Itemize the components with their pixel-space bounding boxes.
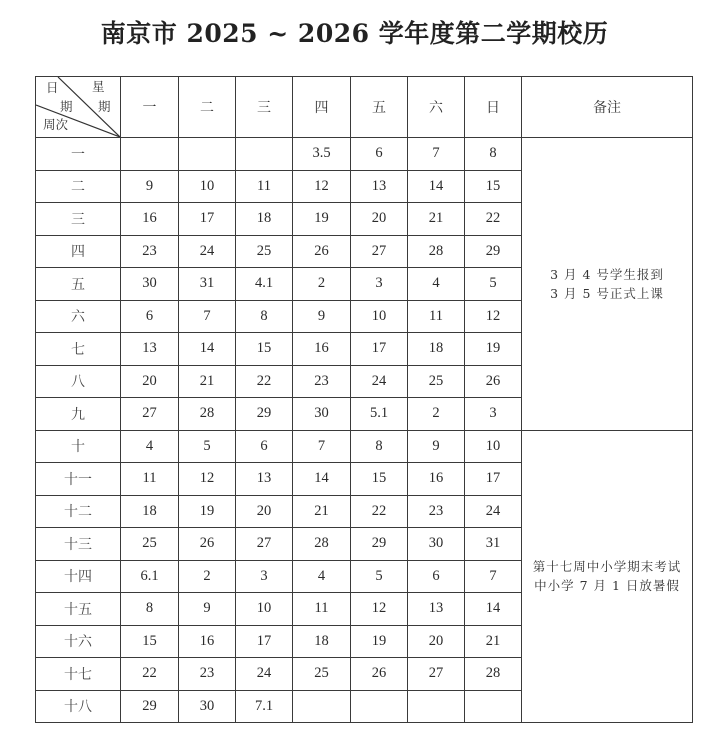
date-cell-sat: 18 — [408, 333, 465, 366]
date-cell-sun: 5 — [465, 268, 522, 301]
date-cell-wed: 22 — [236, 365, 293, 398]
date-cell-sun: 22 — [465, 203, 522, 236]
date-cell-fri: 27 — [351, 235, 408, 268]
date-cell-sat: 20 — [408, 625, 465, 658]
date-cell-sun: 19 — [465, 333, 522, 366]
week-number-cell: 九 — [36, 398, 121, 431]
weekday-header-sat: 六 — [408, 77, 465, 138]
date-cell-fri: 22 — [351, 495, 408, 528]
date-cell-sun — [465, 690, 522, 723]
date-cell-wed: 15 — [236, 333, 293, 366]
week-number-cell: 五 — [36, 268, 121, 301]
week-number-cell: 三 — [36, 203, 121, 236]
date-cell-fri: 17 — [351, 333, 408, 366]
date-cell-sat: 14 — [408, 170, 465, 203]
date-cell-tue: 17 — [179, 203, 236, 236]
date-cell-fri: 24 — [351, 365, 408, 398]
date-cell-mon: 29 — [121, 690, 179, 723]
date-cell-thu: 25 — [293, 658, 351, 691]
week-number-cell: 八 — [36, 365, 121, 398]
date-cell-fri: 19 — [351, 625, 408, 658]
notes-cell — [522, 138, 693, 431]
date-cell-wed: 11 — [236, 170, 293, 203]
date-cell-mon: 25 — [121, 528, 179, 561]
corner-label-ri: 日 — [46, 80, 59, 95]
date-cell-sun: 24 — [465, 495, 522, 528]
weekday-header-thu: 四 — [293, 77, 351, 138]
date-cell-sat: 30 — [408, 528, 465, 561]
date-cell-thu — [293, 690, 351, 723]
date-cell-sat — [408, 690, 465, 723]
weekday-header-tue: 二 — [179, 77, 236, 138]
weekday-header-fri: 五 — [351, 77, 408, 138]
date-cell-thu: 30 — [293, 398, 351, 431]
date-cell-tue: 12 — [179, 463, 236, 496]
page-title: 南京市 2025 ~ 2026 学年度第二学期校历 — [100, 19, 609, 48]
date-cell-mon: 11 — [121, 463, 179, 496]
date-cell-wed — [236, 138, 293, 171]
date-cell-sat: 7 — [408, 138, 465, 171]
date-cell-sun: 28 — [465, 658, 522, 691]
corner-label-qi-right: 期 — [98, 99, 111, 114]
date-cell-sun: 10 — [465, 430, 522, 463]
date-cell-fri: 20 — [351, 203, 408, 236]
date-cell-fri: 15 — [351, 463, 408, 496]
date-cell-sun: 12 — [465, 300, 522, 333]
date-cell-sun: 26 — [465, 365, 522, 398]
date-cell-tue: 24 — [179, 235, 236, 268]
date-cell-wed: 20 — [236, 495, 293, 528]
date-cell-mon: 18 — [121, 495, 179, 528]
weekday-header-sun: 日 — [465, 77, 522, 138]
date-cell-tue: 9 — [179, 593, 236, 626]
date-cell-tue: 2 — [179, 560, 236, 593]
week-number-cell: 七 — [36, 333, 121, 366]
date-cell-sun: 7 — [465, 560, 522, 593]
weekday-header-wed: 三 — [236, 77, 293, 138]
note-line: 3 月 4 号学生报到 — [550, 266, 664, 282]
date-cell-sun: 21 — [465, 625, 522, 658]
week-row — [36, 430, 693, 463]
week-number-cell: 十六 — [36, 625, 121, 658]
date-cell-sun: 17 — [465, 463, 522, 496]
week-number-cell: 十四 — [36, 560, 121, 593]
date-cell-sat: 21 — [408, 203, 465, 236]
date-cell-sat: 28 — [408, 235, 465, 268]
date-cell-mon: 23 — [121, 235, 179, 268]
date-cell-fri: 10 — [351, 300, 408, 333]
date-cell-mon: 27 — [121, 398, 179, 431]
week-number-cell: 六 — [36, 300, 121, 333]
date-cell-wed: 18 — [236, 203, 293, 236]
date-cell-thu: 26 — [293, 235, 351, 268]
date-cell-thu: 19 — [293, 203, 351, 236]
date-cell-thu: 28 — [293, 528, 351, 561]
week-number-cell: 十三 — [36, 528, 121, 561]
date-cell-mon: 30 — [121, 268, 179, 301]
date-cell-wed: 3 — [236, 560, 293, 593]
notes-cell — [522, 430, 693, 723]
date-cell-tue: 10 — [179, 170, 236, 203]
date-cell-sat: 2 — [408, 398, 465, 431]
date-cell-mon: 4 — [121, 430, 179, 463]
date-cell-mon: 6.1 — [121, 560, 179, 593]
date-cell-tue: 28 — [179, 398, 236, 431]
week-number-cell: 十八 — [36, 690, 121, 723]
date-cell-wed: 10 — [236, 593, 293, 626]
date-cell-fri: 29 — [351, 528, 408, 561]
week-number-cell: 十一 — [36, 463, 121, 496]
date-cell-thu: 2 — [293, 268, 351, 301]
date-cell-sun: 29 — [465, 235, 522, 268]
date-cell-tue: 26 — [179, 528, 236, 561]
date-cell-wed: 4.1 — [236, 268, 293, 301]
date-cell-wed: 6 — [236, 430, 293, 463]
date-cell-tue: 14 — [179, 333, 236, 366]
date-cell-fri: 26 — [351, 658, 408, 691]
date-cell-sun: 15 — [465, 170, 522, 203]
week-number-cell: 四 — [36, 235, 121, 268]
date-cell-wed: 27 — [236, 528, 293, 561]
date-cell-tue: 21 — [179, 365, 236, 398]
date-cell-thu: 21 — [293, 495, 351, 528]
date-cell-sat: 4 — [408, 268, 465, 301]
date-cell-mon: 16 — [121, 203, 179, 236]
date-cell-sun: 31 — [465, 528, 522, 561]
date-cell-fri — [351, 690, 408, 723]
date-cell-tue: 31 — [179, 268, 236, 301]
corner-header-cell — [36, 77, 121, 138]
date-cell-thu: 7 — [293, 430, 351, 463]
date-cell-thu: 3.5 — [293, 138, 351, 171]
weekday-header-mon: 一 — [121, 77, 179, 138]
date-cell-mon: 9 — [121, 170, 179, 203]
date-cell-tue — [179, 138, 236, 171]
date-cell-wed: 29 — [236, 398, 293, 431]
school-calendar-table — [35, 76, 693, 723]
date-cell-thu: 9 — [293, 300, 351, 333]
date-cell-sat: 23 — [408, 495, 465, 528]
date-cell-fri: 6 — [351, 138, 408, 171]
date-cell-wed: 25 — [236, 235, 293, 268]
date-cell-mon: 13 — [121, 333, 179, 366]
date-cell-mon: 20 — [121, 365, 179, 398]
date-cell-wed: 24 — [236, 658, 293, 691]
note-line: 中小学 7 月 1 日放暑假 — [534, 578, 680, 594]
corner-label-zhouci: 周次 — [43, 117, 69, 132]
date-cell-sun: 14 — [465, 593, 522, 626]
date-cell-thu: 16 — [293, 333, 351, 366]
date-cell-thu: 4 — [293, 560, 351, 593]
week-row — [36, 138, 693, 171]
date-cell-sat: 27 — [408, 658, 465, 691]
week-number-cell: 十 — [36, 430, 121, 463]
date-cell-wed: 7.1 — [236, 690, 293, 723]
note-line: 3 月 5 号正式上课 — [550, 285, 664, 301]
date-cell-fri: 3 — [351, 268, 408, 301]
date-cell-sun: 8 — [465, 138, 522, 171]
date-cell-sat: 11 — [408, 300, 465, 333]
date-cell-mon: 15 — [121, 625, 179, 658]
date-cell-sat: 25 — [408, 365, 465, 398]
notes-header: 备注 — [522, 77, 693, 138]
date-cell-fri: 8 — [351, 430, 408, 463]
date-cell-thu: 14 — [293, 463, 351, 496]
date-cell-sat: 16 — [408, 463, 465, 496]
date-cell-tue: 19 — [179, 495, 236, 528]
date-cell-tue: 30 — [179, 690, 236, 723]
date-cell-fri: 5.1 — [351, 398, 408, 431]
date-cell-fri: 13 — [351, 170, 408, 203]
week-number-cell: 十五 — [36, 593, 121, 626]
date-cell-tue: 5 — [179, 430, 236, 463]
date-cell-wed: 17 — [236, 625, 293, 658]
week-number-cell: 十二 — [36, 495, 121, 528]
date-cell-thu: 23 — [293, 365, 351, 398]
date-cell-wed: 8 — [236, 300, 293, 333]
date-cell-tue: 7 — [179, 300, 236, 333]
corner-label-qi-left: 期 — [60, 99, 73, 114]
corner-label-xing: 星 — [92, 79, 105, 94]
date-cell-fri: 5 — [351, 560, 408, 593]
header-row — [36, 77, 693, 138]
note-line: 第十七周中小学期末考试 — [532, 559, 682, 575]
date-cell-thu: 18 — [293, 625, 351, 658]
date-cell-mon: 22 — [121, 658, 179, 691]
date-cell-mon: 6 — [121, 300, 179, 333]
date-cell-thu: 12 — [293, 170, 351, 203]
date-cell-sun: 3 — [465, 398, 522, 431]
date-cell-fri: 12 — [351, 593, 408, 626]
week-number-cell: 一 — [36, 138, 121, 171]
date-cell-mon: 8 — [121, 593, 179, 626]
date-cell-sat: 6 — [408, 560, 465, 593]
date-cell-wed: 13 — [236, 463, 293, 496]
week-number-cell: 十七 — [36, 658, 121, 691]
date-cell-mon — [121, 138, 179, 171]
week-number-cell: 二 — [36, 170, 121, 203]
date-cell-sat: 9 — [408, 430, 465, 463]
date-cell-tue: 23 — [179, 658, 236, 691]
date-cell-sat: 13 — [408, 593, 465, 626]
date-cell-thu: 11 — [293, 593, 351, 626]
date-cell-tue: 16 — [179, 625, 236, 658]
